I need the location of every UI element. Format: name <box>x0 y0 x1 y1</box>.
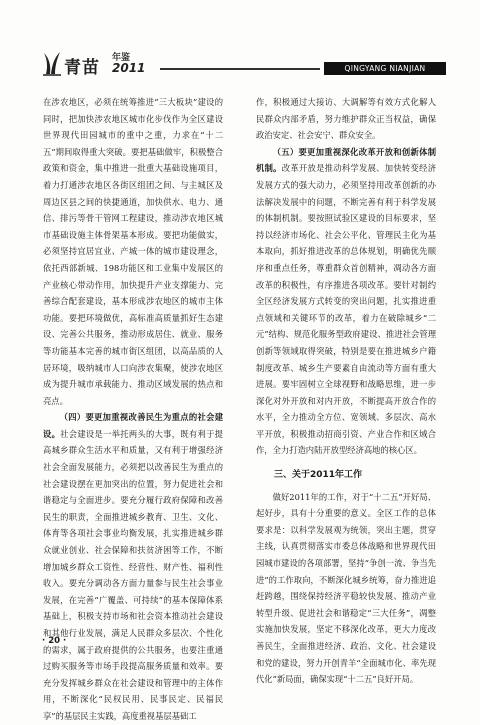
paragraph: 作，积极通过大接访、大调解等有效方式化解人民群众内部矛盾，努力维护群众正当权益，确保政治安定、社会安宁、群众安全。 <box>256 97 436 141</box>
page-header <box>42 48 446 82</box>
header-rule <box>160 68 320 70</box>
yearbook-year: 2011 <box>112 61 146 75</box>
paragraph: 在涉农地区，必须在统筹推进“三大板块”建设的同时，把加快涉农地区城市化步伐作为全区建设世界现代田园城市的重中之重，力求在“十二五”期间取得重大突破。要把基础做牢，积极整合政策和资金，集中推进一批重大基础设施项目，着力打通涉农地区各街区组团之间、与主城区及周边区县之间的快捷通道，加快供水、电力、通信、排污等骨干管网工程建设，推动涉农地区城市基础设施主体骨架基本形成。要把功能做实，必须坚持宜居宜业、产城一体的城市建设理念，依托西部新城、198功能区和工业集中发展区的产业核心带动作用，加快提升产业支撑能力、完善综合配套建设，基本形成涉农地区的城市主体功能。要把环境做优，高标准高质量抓好生态建设、完善公共服务，推动形成居住、就业、服务等功能基本完善的城市街区组团，以高品质的人居环境，吸纳城市人口向涉农集聚，使涉农地区成为提升城市承载能力、推动区域发展的热点和亮点。 <box>43 97 223 406</box>
left-column <box>43 94 223 725</box>
header-band: QINGYANG NIANJIAN <box>324 62 446 75</box>
section-heading-4: （四）要更加重视改善民生为重点的社会建设。 <box>43 412 223 439</box>
paragraph-with-heading <box>256 144 436 459</box>
paragraph-text: 社会建设是一举托两头的大事，既有利于提高城乡群众生活水平和质量，又有利于增强经济社会全面发展能力，必须把以改善民生为重点的社会建设摆在更加突出的位置，努力促进社会和谐稳定与全面进步。要充分履行政府保障和改善民生的职责，全面推进城乡教育、卫生、文化、体育等各项社会事业均衡发展，扎实推进城乡群众就业创业、社会保障和扶贫济困等工作，不断增加城乡群众工资性、经营性、财产性、福利性收入。要充分调动各方面力量参与民生社会事业发展，在完善“广覆盖、可持续”的基本保障体系基础上，积极支持市场和社会资本推动社会建设和其他行业发展，满足人民群众多层次、个性化的需求，属于政府提供的公共服务，也要注重通过购买服务等市场手段提高服务质量和效率。要充分发挥城乡群众在社会建设和管理中的主体作用，不断深化“民权民用、民事民定、民福民享”的基层民主实践，高度重视基层基础工 <box>43 428 223 721</box>
paragraph-text: 改革开放是推动科学发展、加快转变经济发展方式的强大动力，必须坚持用改革创新的办法解决发展中的问题，不断完善有利于科学发展的体制机制。要按照试验区建设的目标要求，坚持以经济市场化、社会公平化、管理民主化为基本取向，抓好推进改革的总体规划，明确优先顺序和重点任务，尊重群众首创精神，凋动各方面改革的积极性，有序推进各项改革。要针对制约全区经济发展方式转变的突出问题，扎实推进重点领域和关键环节的改革，着力在破除城乡“二元”结构、规范化服务型政府建设、推进社会管理创新等领域取得突破，特别是要在推进城乡户籍制度改革、城乡生产要素自由流动等方面有重大进展。要牢固树立全球视野和战略思维，进一步深化对外开放和对内开放，不断提高开放合作的水平，全力推动全方位、宽领域、多层次、高水平开放，积极推动招商引资、产业合作和区域合作，全力打造内陆开放型经济高地的核心区。 <box>256 163 436 456</box>
grass-logo-icon <box>42 50 62 76</box>
page-number: · 20 · <box>42 636 67 646</box>
section-heading-5: （五）要更加重视深化改革开放和创新体制机制。 <box>256 146 436 174</box>
paragraph-with-heading <box>43 409 223 724</box>
section-heading-3: 三、关于2011年工作 <box>274 470 363 481</box>
yearbook-label: 年鉴 <box>112 53 131 63</box>
paragraph: 做好2011年的工作，对于“十二五”开好局、起好步，具有十分重要的意义。全区工作的总体要求是：以科学发展观为统领，突出主题，贯穿主线，认真贯彻落实市委总体战略和世界现代田园城市建设的各项部署，坚持“争创一流、争当先进”的工作取向，不断深化城乡统筹，奋力推进追赶跨越，围绕保持经济平稳较快发展、推动产业转型升级、促进社会和谐稳定“三大任务”，凋整实施加快发展，坚定不移深化改革，更大力度改善民生，全面推进经济、政治、文化、社会建设和党的建设，努力开创青羊“全面城市化、率先现代化”新局面，确保实现“十二五”良好开局。 <box>256 491 436 685</box>
right-column <box>256 94 436 688</box>
yearbook-title: 青苗 <box>64 58 100 78</box>
